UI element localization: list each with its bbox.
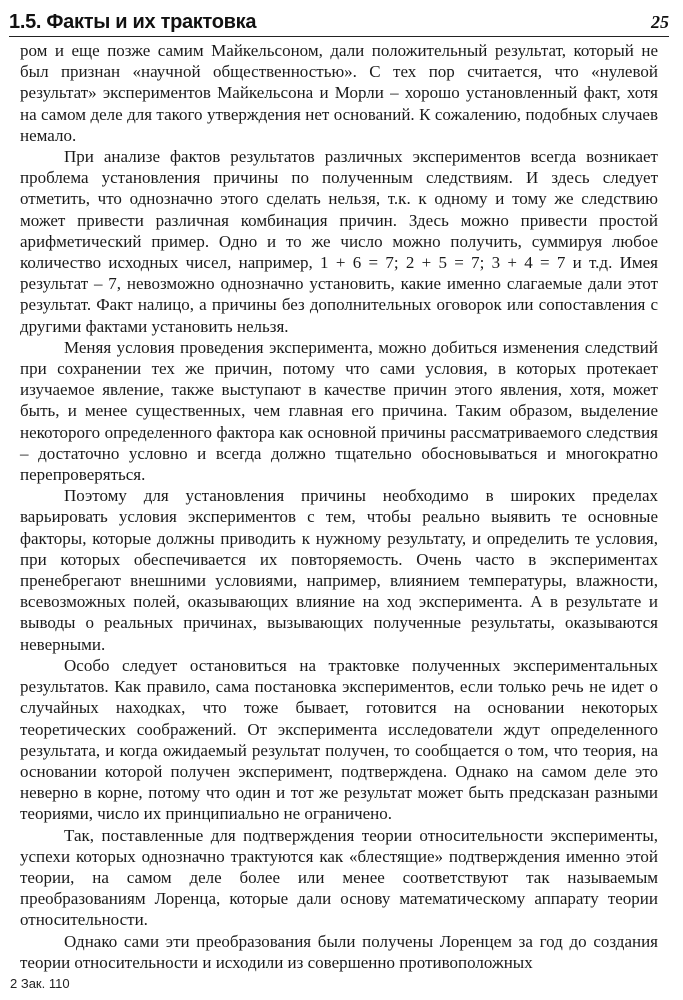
paragraph: Поэтому для установления причины необходимо в широких пределах варьировать условия экспериментов с тем, чтобы реально выявить те основные факторы, которые должны приводить к нужному результату, и определить те условия, при которых обеспечивается их повторяемость. Очень часто в экспериментах пренебрегают внешними условиями, например, влиянием температуры, влажности, всевозможных полей, оказывающих влияние на ход эксперимента. А в результате и выводы о реальных причинах, вызывающих полученные результаты, оказываются неверными. xyxy=(20,486,658,654)
page-number: 25 xyxy=(651,12,669,32)
signature-mark: 2 Зак. 110 xyxy=(10,976,70,991)
running-header xyxy=(9,10,669,37)
paragraph: Однако сами эти преобразования были получены Лоренцем за год до создания теории относительности и исходили из совершенно противоположных xyxy=(20,931,658,972)
paragraph: При анализе фактов результатов различных экспериментов всегда возникает проблема установления причины по полученным следствиям. И здесь следует отметить, что однозначно этого сделать нельзя, т.к. к одному и тому же следствию может привести различная комбинация причин. Здесь можно привести простой арифметический пример. Одно и то же число можно получить, суммируя любое количество исходных чисел, например, 1 + 6 = 7; 2 + 5 = 7; 3 + 4 = 7 и т.д. Имея результат – 7, невозможно однозначно установить, какие именно слагаемые дали этот результат. Факт налицо, а причины без дополнительных оговорок или сопоставления с другими фактами установить нельзя. xyxy=(20,147,658,336)
paragraph: Так, поставленные для подтверждения теории относительности эксперименты, успехи которых однозначно трактуются как «блестящие» подтверждения именно этой теории, на самом деле более или менее соответствуют так называемым преобразованиям Лоренца, которые дали основу математическому аппарату теории относительности. xyxy=(20,825,658,930)
paragraph: ром и еще позже самим Майкельсоном, дали положительный результат, который не был признан «научной общественностью». С тех пор считается, что «нулевой результат» экспериментов Майкельсона и Морли – хорошо установленный факт, хотя на самом деле для такого утверждения нет оснований. К сожалению, подобных случаев немало. xyxy=(20,41,658,145)
body-text xyxy=(20,40,658,973)
section-title: 1.5. Факты и их трактовка xyxy=(9,11,257,33)
paragraph: Особо следует остановиться на трактовке полученных экспериментальных результатов. Как правило, сама постановка экспериментов, если только речь не идет о случайных находках, что тоже бывает, готовится на основании некоторых теоретических соображений. От эксперимента исследователи ждут определенного результата, и когда ожидаемый результат получен, то сообщается о том, что теория, на основании которой получен эксперимент, подтверждена. Однако на самом деле это неверно в корне, потому что один и тот же результат может быть предсказан разными теориями, число их принципиально не ограничено. xyxy=(20,655,658,824)
paragraph: Меняя условия проведения эксперимента, можно добиться изменения следствий при сохранении тех же причин, потому что сами условия, в которых протекает изучаемое явление, также выступают в качестве причин этого явления, хотя, может быть, и менее существенных, чем главная его причина. Таким образом, выделение некоторого определенного фактора как основной причины рассматриваемого следствия – достаточно условно и всегда должно тщательно обосновываться и многократно перепроверяться. xyxy=(20,337,658,485)
